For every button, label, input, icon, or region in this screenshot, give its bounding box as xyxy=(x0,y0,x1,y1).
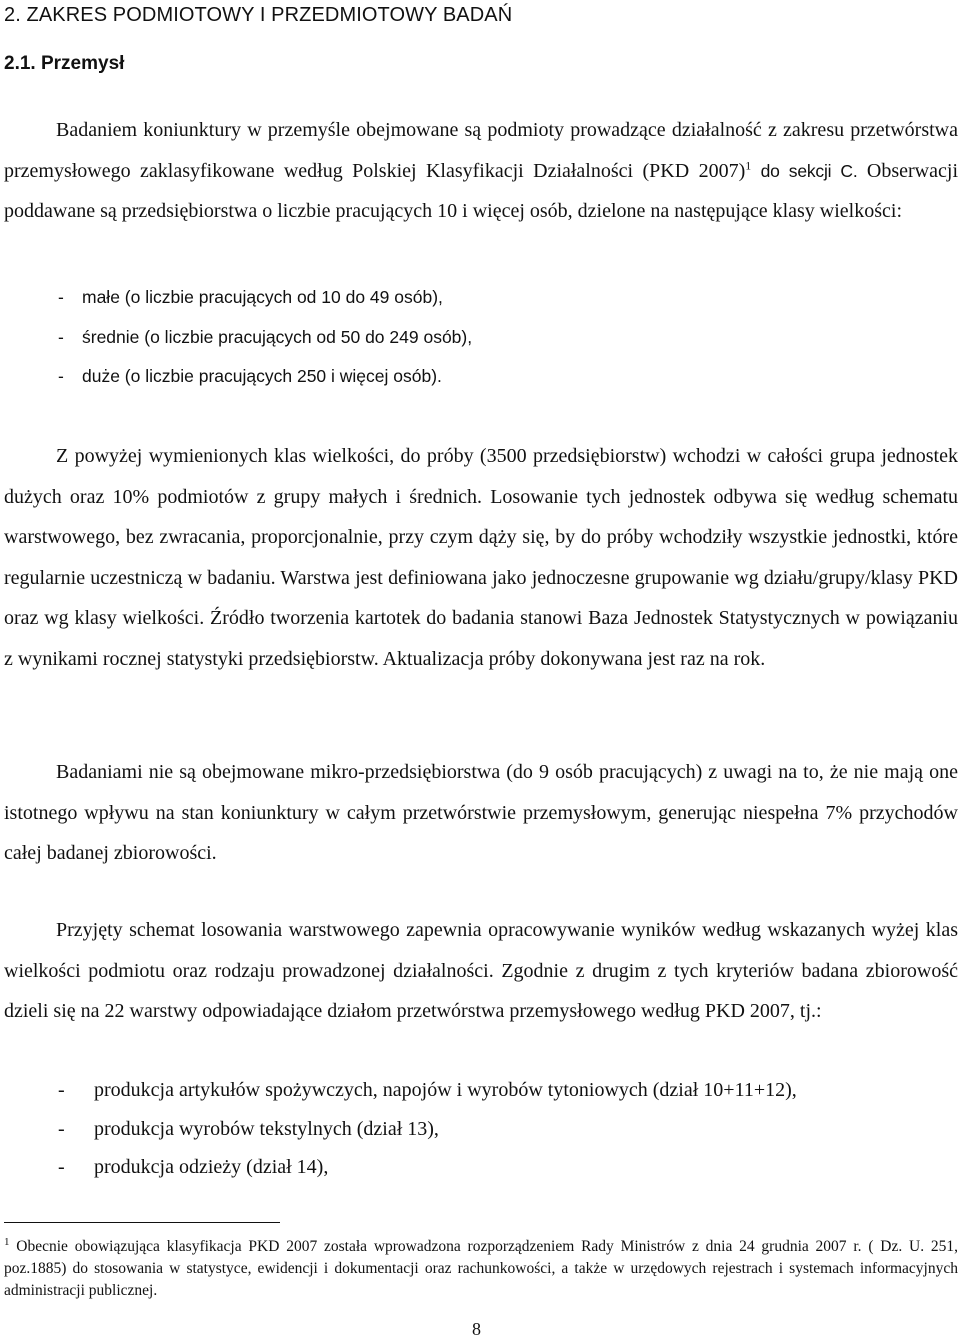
paragraph-sampling: Z powyżej wymienionych klas wielkości, do próby (3500 przedsiębiorstw) wchodzi w całości grupa jednostek dużych oraz 10% podmiotów z grupy małych i średnich. Losowanie tych jednostek odbywa się według schematu warstwowego, bez zwracania, proporcjonalnie, przy czym dąży się, by do próby wchodziły wszystkie jednostki, które regularnie uczestniczą w badaniu. Warstwa jest definiowana jako jednoczesne grupowanie wg działu/grupy/klasy PKD oraz wg klasy wielkości. Źródło tworzenia kartotek do badania stanowi Baza Jednostek Statystycznych w powiązaniu z wynikami rocznej statystyki przedsiębiorstw. Aktualizacja próby dokonywana jest raz na rok. xyxy=(4,445,958,670)
bullet-dash: - xyxy=(58,326,64,347)
subsection-heading: 2.1. Przemysł xyxy=(4,53,125,74)
paragraph-scope xyxy=(4,110,958,232)
bullet-dash: - xyxy=(58,287,64,307)
section-heading: 2. ZAKRES PODMIOTOWY I PRZEDMIOTOWY BADAŃ xyxy=(4,4,513,26)
footnote-divider xyxy=(4,1222,280,1223)
paragraph-scope-text-b: do sekcji C. xyxy=(760,160,858,181)
list-item xyxy=(58,1110,797,1149)
list-item-text: małe (o liczbie pracujących od 10 do 49 osób), xyxy=(82,287,443,307)
list-item-text: produkcja odzieży (dział 14), xyxy=(94,1156,329,1178)
paragraph-exclusions: Badaniami nie są obejmowane mikro-przedsiębiorstwa (do 9 osób pracujących) z uwagi na to, że nie mają one istotnego wpływu na stan koniunktury w całym przetwórstwie przemysłowym, generując niespełna 7% przychodów całej badanej zbiorowości. xyxy=(4,761,958,864)
bullet-dash: - xyxy=(58,1079,65,1101)
list-item-text: średnie (o liczbie pracujących od 50 do 249 osób), xyxy=(82,326,473,347)
footnote-marker: 1 xyxy=(4,1235,10,1248)
list-item xyxy=(58,1148,797,1187)
list-item xyxy=(58,1071,797,1110)
list-item-text: duże (o liczbie pracujących 250 i więcej osób). xyxy=(82,366,442,386)
bullet-dash: - xyxy=(58,1117,65,1140)
footnote-text: Obecnie obowiązująca klasyfikacja PKD 2007 została wprowadzona rozporządzeniem Rady Ministrów z dnia 24 grudnia 2007 r. ( Dz. U. 251, poz.1885) do stosowania w statystyce, ewidencji i dokumentacji oraz rachunkowości, a także w urzędowych rejestrach i systemach informacyjnych administracji publicznej. xyxy=(4,1238,959,1299)
footnote-ref: 1 xyxy=(745,157,752,172)
size-class-list xyxy=(58,278,472,397)
paragraph-scope-text-a: Badaniem koniunktury w przemyśle obejmowane są podmioty prowadzące działalność z zakresu przetwórstwa przemysłowego zaklasyfikowane według Polskiej Klasyfikacji Działalności (PKD 2007) xyxy=(4,119,958,182)
list-item-text: produkcja artykułów spożywczych, napojów i wyrobów tytoniowych (dział 10+11+12), xyxy=(94,1079,797,1101)
footnote xyxy=(4,1236,958,1302)
paragraph-scope-text-c: Obserwacji poddawane są przedsiębiorstwa o liczbie pracujących 10 i więcej osób, dzielone na następujące klasy wielkości: xyxy=(4,159,958,222)
list-item xyxy=(58,318,472,358)
list-item xyxy=(58,357,472,397)
list-item-text: produkcja wyrobów tekstylnych (dział 13), xyxy=(94,1117,439,1140)
paragraph-stratification: Przyjęty schemat losowania warstwowego zapewnia opracowywanie wyników według wskazanych wyżej klas wielkości podmiotu oraz rodzaju prowadzonej działalności. Zgodnie z drugim z tych kryteriów badana zbiorowość dzieli się na 22 warstwy odpowiadające działom przetwórstwa przemysłowego według PKD 2007, tj.: xyxy=(4,919,958,1022)
list-item xyxy=(58,278,472,318)
page-number: 8 xyxy=(472,1319,481,1339)
bullet-dash: - xyxy=(58,366,64,386)
bullet-dash: - xyxy=(58,1156,65,1178)
sector-list xyxy=(58,1071,797,1187)
